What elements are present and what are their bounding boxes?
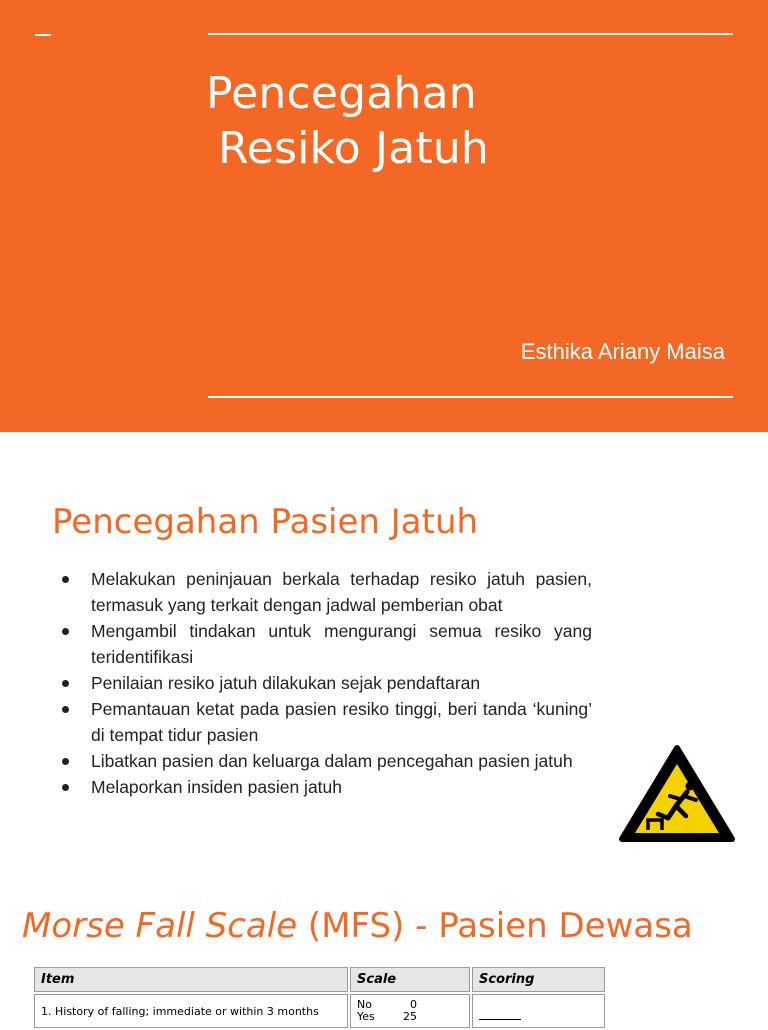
fall-hazard-warning-icon	[618, 744, 736, 844]
title-line-2: Resiko Jatuh	[218, 123, 489, 174]
scoring-cell	[472, 994, 605, 1028]
list-item: Melaporkan insiden pasien jatuh	[58, 774, 592, 800]
item-cell: 1. History of falling; immediate or within 3 months	[34, 994, 348, 1028]
list-item: Penilaian resiko jatuh dilakukan sejak pendaftaran	[58, 670, 592, 696]
bottom-divider	[208, 396, 733, 398]
scale-cell	[350, 994, 470, 1028]
author-name: Esthika Ariany Maisa	[520, 339, 725, 364]
scale-option	[357, 1011, 417, 1023]
column-header-item: Item	[34, 967, 348, 992]
list-item: Pemantauan ketat pada pasien resiko tinggi, beri tanda ‘kuning’ di tempat tidur pasien	[58, 696, 592, 748]
heading-italic-part: Morse Fall Scale	[22, 906, 298, 946]
column-header-scale: Scale	[350, 967, 470, 992]
morse-fall-scale-table	[32, 965, 607, 1030]
morse-fall-scale-slide	[0, 864, 768, 1024]
slide-title	[206, 66, 646, 176]
score-blank	[479, 1019, 521, 1020]
table-header-row	[34, 967, 605, 992]
table-row	[34, 994, 605, 1028]
corner-mark	[35, 34, 51, 36]
list-item: Mengambil tindakan untuk mengurangi semua resiko yang teridentifikasi	[58, 618, 592, 670]
list-item: Melakukan peninjauan berkala terhadap resiko jatuh pasien, termasuk yang terkait dengan jadwal pemberian obat	[58, 566, 592, 618]
scale-label: No	[357, 998, 372, 1011]
title-slide	[0, 0, 768, 432]
column-header-scoring: Scoring	[472, 967, 605, 992]
prevention-slide	[0, 432, 768, 864]
slide-heading: Pencegahan Pasien Jatuh	[52, 502, 479, 542]
slide-heading	[22, 906, 693, 946]
bullet-list	[58, 566, 592, 800]
scale-value: 25	[403, 1010, 417, 1023]
list-item: Libatkan pasien dan keluarga dalam pencegahan pasien jatuh	[58, 748, 592, 774]
scale-label: Yes	[357, 1010, 375, 1023]
title-line-1: Pencegahan	[206, 68, 477, 119]
scale-value: 0	[410, 998, 417, 1011]
top-divider	[208, 33, 733, 35]
heading-rest: (MFS) - Pasien Dewasa	[297, 906, 693, 946]
